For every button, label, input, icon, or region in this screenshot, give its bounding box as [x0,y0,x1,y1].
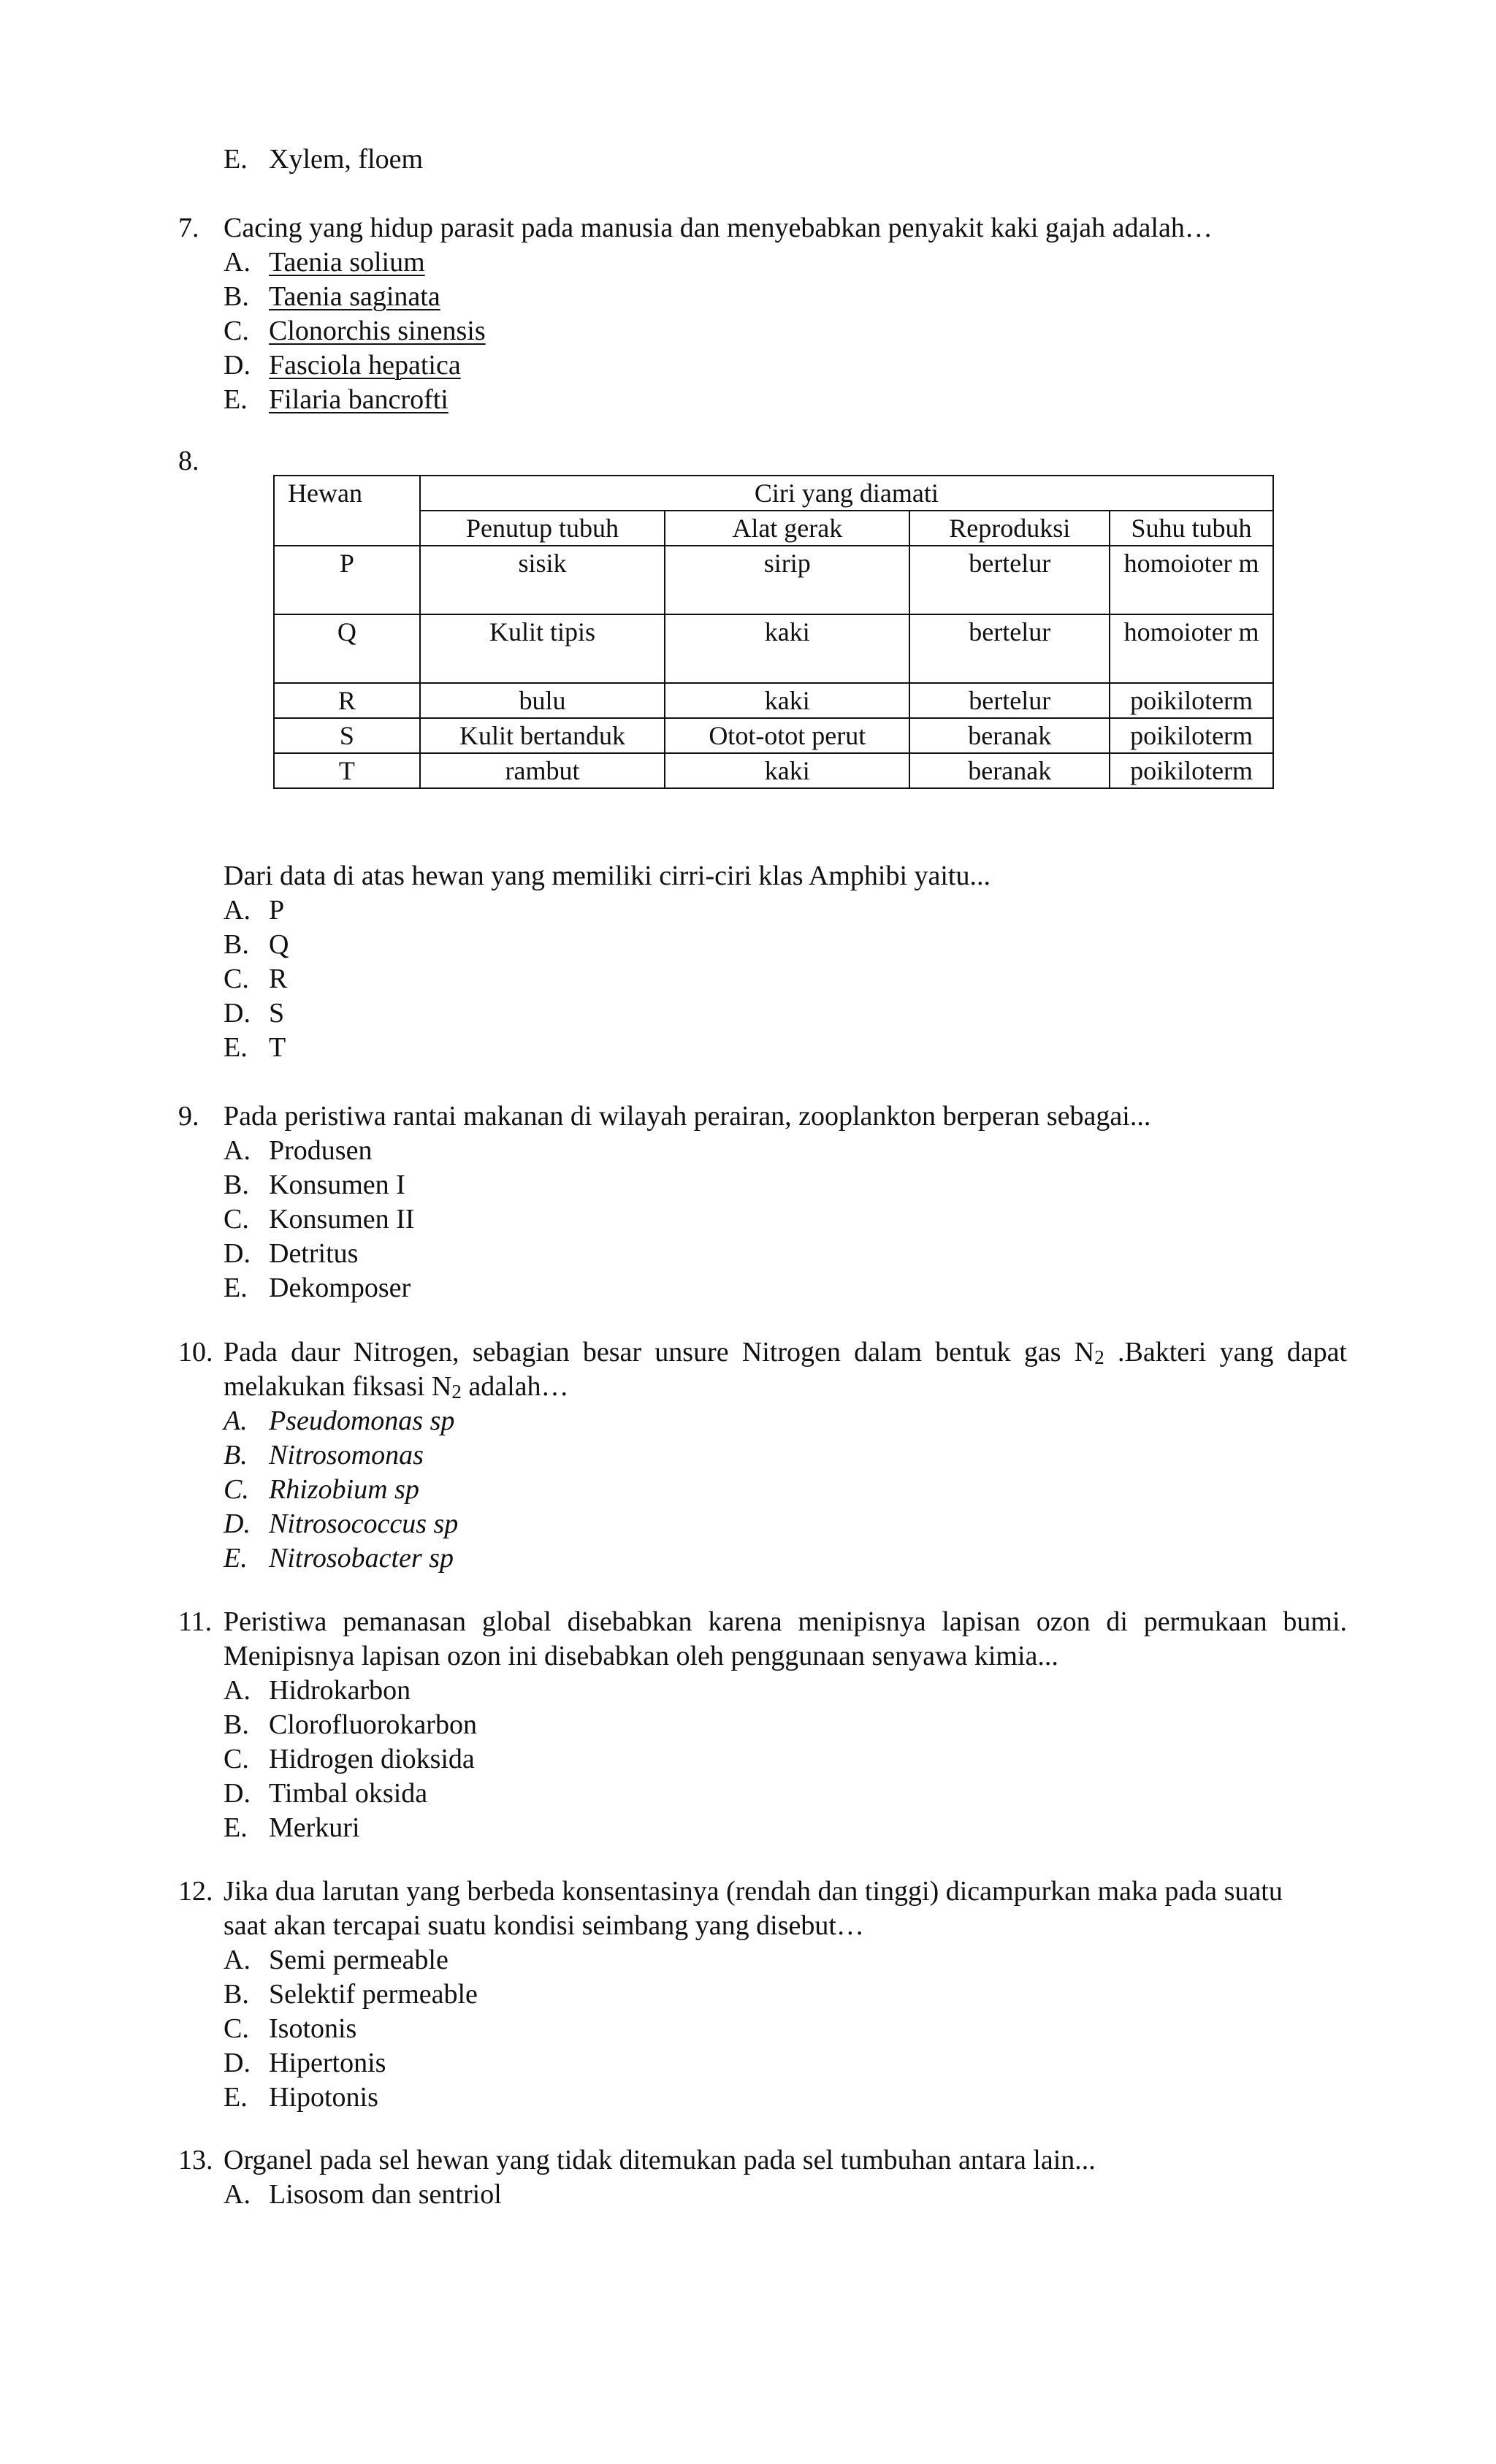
option-letter: D. [224,1508,251,1539]
option-letter: A. [224,895,251,926]
cell: bulu [420,683,665,718]
option-letter: B. [224,1979,249,2010]
cell: kaki [665,614,909,683]
option-text: Merkuri [269,1812,360,1843]
option-letter: A. [224,247,251,278]
cell: Kulit tipis [420,614,665,683]
option-text: Taenia saginata [269,281,440,312]
question-text: Jika dua larutan yang berbeda konsentasinya (rendah dan tinggi) dicampurkan maka pada suatu saat akan tercapai suatu kondisi seimbang yang disebut… [224,1876,1283,1941]
question-12 [178,1874,1347,2115]
cell-hewan: T [274,753,420,788]
cell: bertelur [909,546,1110,614]
question-13 [178,2143,1347,2212]
question-9 [178,1099,1347,1305]
question-text-part: Pada daur Nitrogen, sebagian besar unsure Nitrogen dalam bentuk gas N [224,1337,1095,1368]
question-7 [178,211,1347,417]
option-letter: C. [224,964,249,994]
option-d [178,348,1347,383]
cell: beranak [909,753,1110,788]
question-number: 10. [178,1337,213,1368]
question-text: Peristiwa pemanasan global disebabkan karena menipisnya lapisan ozon di permukaan bumi. Menipisnya lapisan ozon ini disebabkan oleh penggunaan senyawa kimia... [224,1606,1347,1671]
option-text: Xylem, floem [269,144,424,175]
option-letter: A. [224,2179,251,2210]
cell-hewan: Q [274,614,420,683]
table-subheader-row [274,511,1273,546]
option-letter: A. [224,1675,251,1706]
option-text: Konsumen I [269,1170,405,1200]
table-row [274,753,1273,788]
cell: beranak [909,718,1110,753]
option-e [178,1271,1347,1305]
option-b [178,1168,1347,1202]
option-e [178,1811,1347,1845]
option-letter: C. [224,1204,249,1235]
header-alat-gerak: Alat gerak [665,511,909,546]
option-text: Dekomposer [269,1273,411,1303]
option-text: Nitrosobacter sp [269,1543,454,1574]
option-a [178,1674,1347,1708]
question-text: Dari data di atas hewan yang memiliki cirri-ciri klas Amphibi yaitu... [224,861,991,891]
question-text: Cacing yang hidup parasit pada manusia dan menyebabkan penyakit kaki gajah adalah… [224,213,1213,243]
cell: homoioter m [1110,546,1273,614]
option-c [178,1473,1347,1507]
header-ciri-group: Ciri yang diamati [420,476,1273,511]
option-text: Konsumen II [269,1204,415,1235]
option-d [178,2046,1347,2080]
option-letter: D. [224,998,251,1029]
option-text: Lisosom dan sentriol [269,2179,502,2210]
option-c [178,314,1347,348]
option-d [178,1777,1347,1811]
option-text: Selektif permeable [269,1979,478,2010]
cell-hewan: P [274,546,420,614]
option-a [178,893,1347,928]
cell: kaki [665,753,909,788]
option-text: Fasciola hepatica [269,350,461,381]
option-text: Isotonis [269,2013,357,2044]
question-8-body [178,859,1347,1065]
table-row [274,718,1273,753]
question-11 [178,1605,1347,1845]
table-row [274,546,1273,614]
option-b [178,1977,1347,2012]
option-letter: B. [224,1709,249,1740]
option-b [178,280,1347,314]
option-e [178,2080,1347,2115]
option-letter: E. [224,1543,248,1574]
option-letter: A. [224,1405,248,1436]
subscript: 2 [451,1381,462,1403]
cell: poikiloterm [1110,683,1273,718]
option-text: Hipotonis [269,2082,378,2113]
option-text: Timbal oksida [269,1778,428,1809]
option-b [178,1708,1347,1742]
option-text: Clonorchis sinensis [269,316,486,346]
option-c [178,962,1347,996]
option-text: Taenia solium [269,247,425,278]
option-text: Nitrosococcus sp [269,1508,459,1539]
option-d [178,996,1347,1031]
option-text: Hidrogen dioksida [269,1744,475,1774]
cell-hewan: R [274,683,420,718]
question-text: Pada peristiwa rantai makanan di wilayah perairan, zooplankton berperan sebagai... [224,1101,1151,1132]
cell: sisik [420,546,665,614]
option-letter: B. [224,281,249,312]
option-c [178,2012,1347,2046]
option-text: Q [269,929,289,960]
option-letter: C. [224,2013,249,2044]
option-text: Hipertonis [269,2048,386,2078]
option-letter: B. [224,1440,248,1471]
table-header-row [274,476,1273,511]
option-text: Rhizobium sp [269,1474,419,1505]
question-number: 7. [178,213,199,243]
cell: poikiloterm [1110,718,1273,753]
option-text: Clorofluorokarbon [269,1709,477,1740]
option-text: T [269,1032,286,1063]
table-row [274,683,1273,718]
option-letter: D. [224,350,251,381]
option-text: Hidrokarbon [269,1675,411,1706]
option-text: R [269,964,288,994]
option-letter: E. [224,1273,248,1303]
question-text [224,1335,1347,1404]
question-number: 13. [178,2145,213,2175]
question-number: 8. [178,446,199,476]
cell: bertelur [909,683,1110,718]
header-reproduksi: Reproduksi [909,511,1110,546]
option-letter: C. [224,316,249,346]
option-text: Semi permeable [269,1945,449,1975]
question-number: 9. [178,1101,199,1132]
question-number: 12. [178,1876,213,1907]
question-text-part: adalah… [461,1371,569,1402]
option-letter: E. [224,144,248,175]
option-c [178,1742,1347,1777]
cell: Otot-otot perut [665,718,909,753]
option-a [178,2178,1347,2212]
option-a [178,1943,1347,1977]
option-letter: C. [224,1744,249,1774]
option-letter: E. [224,1812,248,1843]
option-letter: E. [224,1032,248,1063]
option-letter: D. [224,1238,251,1269]
option-letter: A. [224,1945,251,1975]
option-letter: D. [224,2048,251,2078]
previous-question-tail [178,142,1347,177]
option-a [178,1134,1347,1168]
option-letter: D. [224,1778,251,1809]
cell: poikiloterm [1110,753,1273,788]
option-a [178,1404,1347,1438]
option-text: S [269,998,285,1029]
header-suhu-tubuh: Suhu tubuh [1110,511,1273,546]
option-text: Nitrosomonas [269,1440,424,1471]
cell: sirip [665,546,909,614]
question-text: Organel pada sel hewan yang tidak ditemukan pada sel tumbuhan antara lain... [224,2145,1096,2175]
option-d [178,1507,1347,1541]
table-row [274,614,1273,683]
cell: rambut [420,753,665,788]
option-e [178,383,1347,417]
option-text: Detritus [269,1238,359,1269]
option-letter: A. [224,1135,251,1166]
option-text: Produsen [269,1135,373,1166]
option-text: Filaria bancrofti [269,384,449,415]
question-10 [178,1335,1347,1576]
question-text-part: .Bakteri yang dapat melakukan fiksasi N [224,1337,1347,1402]
option-text: Pseudomonas sp [269,1405,455,1436]
option-c [178,1202,1347,1237]
option-d [178,1237,1347,1271]
option-e [178,1541,1347,1576]
cell: bertelur [909,614,1110,683]
header-penutup-tubuh: Penutup tubuh [420,511,665,546]
option-letter: C. [224,1474,249,1505]
animal-traits-table [273,475,1274,789]
option-text: P [269,895,285,926]
option-e [178,142,1347,177]
cell-hewan: S [274,718,420,753]
subscript: 2 [1094,1346,1104,1368]
option-e [178,1031,1347,1065]
cell: Kulit bertanduk [420,718,665,753]
cell: kaki [665,683,909,718]
option-b [178,928,1347,962]
cell: homoioter m [1110,614,1273,683]
option-letter: E. [224,384,248,415]
option-letter: B. [224,929,249,960]
option-a [178,245,1347,280]
question-number: 11. [178,1606,213,1637]
header-hewan: Hewan [274,476,420,546]
option-letter: B. [224,1170,249,1200]
option-letter: E. [224,2082,248,2113]
option-b [178,1438,1347,1473]
